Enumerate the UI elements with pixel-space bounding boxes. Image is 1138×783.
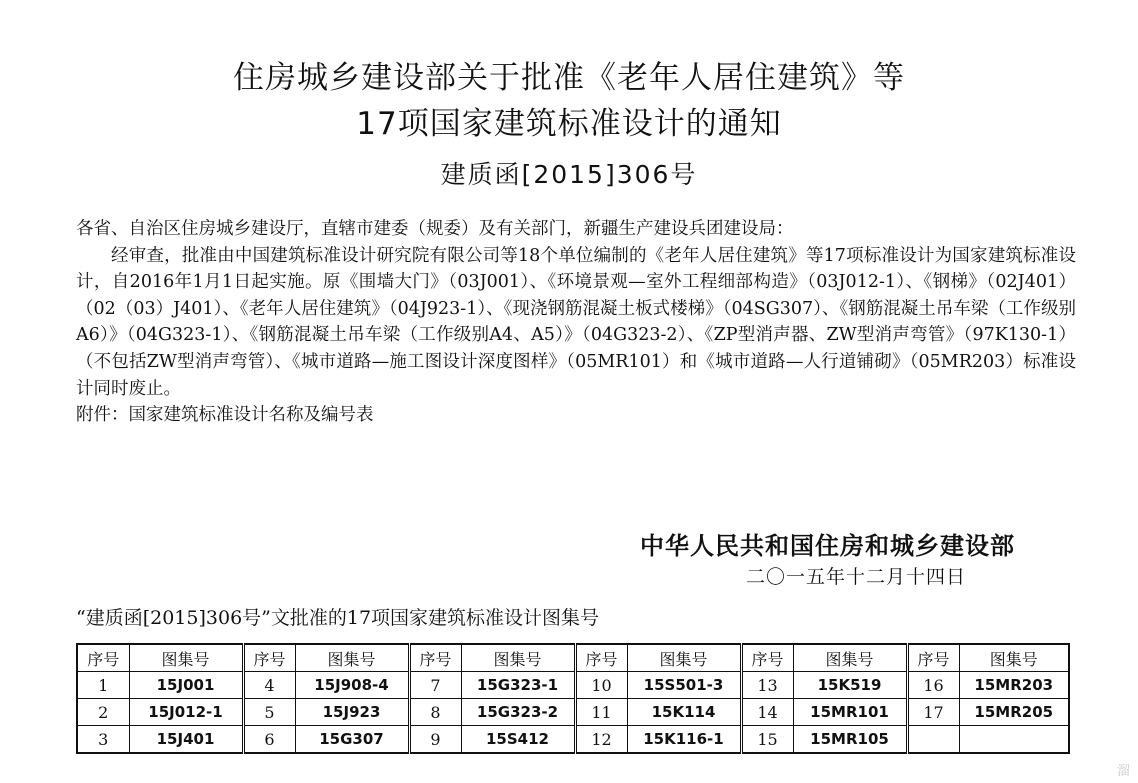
seq-cell: 10 — [575, 672, 627, 699]
table-row — [77, 726, 1069, 754]
header-code: 图集号 — [461, 644, 575, 672]
document-number: 建质函[2015]306号 — [440, 160, 698, 189]
code-cell — [959, 726, 1069, 754]
header-code: 图集号 — [959, 644, 1069, 672]
header-code: 图集号 — [627, 644, 741, 672]
seq-cell: 13 — [741, 672, 793, 699]
seq-cell: 5 — [243, 699, 295, 726]
code-cell: 15J923 — [295, 699, 409, 726]
seq-cell: 11 — [575, 699, 627, 726]
code-cell: 15S501-3 — [627, 672, 741, 699]
table-row — [77, 672, 1069, 699]
header-seq: 序号 — [907, 644, 959, 672]
seq-cell: 7 — [409, 672, 461, 699]
code-cell: 15J401 — [129, 726, 243, 754]
notice-title-line-2: 17项国家建筑标准设计的通知 — [356, 106, 782, 142]
table-header-row — [77, 644, 1069, 672]
seq-cell: 1 — [77, 672, 129, 699]
code-cell: 15G323-2 — [461, 699, 575, 726]
code-cell: 15G323-1 — [461, 672, 575, 699]
code-cell: 15MR203 — [959, 672, 1069, 699]
code-cell: 15K116-1 — [627, 726, 741, 754]
atlas-number-table — [76, 643, 1070, 754]
seq-cell: 2 — [77, 699, 129, 726]
header-seq: 序号 — [575, 644, 627, 672]
header-code: 图集号 — [295, 644, 409, 672]
header-seq: 序号 — [77, 644, 129, 672]
seq-cell: 16 — [907, 672, 959, 699]
seq-cell: 15 — [741, 726, 793, 754]
code-cell: 15G307 — [295, 726, 409, 754]
seq-cell: 3 — [77, 726, 129, 754]
header-seq: 序号 — [243, 644, 295, 672]
header-code: 图集号 — [129, 644, 243, 672]
code-cell: 15MR205 — [959, 699, 1069, 726]
code-cell: 15J001 — [129, 672, 243, 699]
code-cell: 15K519 — [793, 672, 907, 699]
seq-cell: 17 — [907, 699, 959, 726]
code-cell: 15J908-4 — [295, 672, 409, 699]
seq-cell: 12 — [575, 726, 627, 754]
header-code: 图集号 — [793, 644, 907, 672]
watermark-glyph: 溜 — [1116, 764, 1130, 779]
notice-body — [76, 216, 1076, 429]
seq-cell: 4 — [243, 672, 295, 699]
header-seq: 序号 — [741, 644, 793, 672]
issuer-name: 中华人民共和国住房和城乡建设部 — [640, 532, 1015, 560]
attachment-line: 附件：国家建筑标准设计名称及编号表 — [76, 405, 374, 426]
code-cell: 15MR105 — [793, 726, 907, 754]
notice-paragraph: 经审查，批准由中国建筑标准设计研究院有限公司等18个单位编制的《老年人居住建筑》等17项标准设计为国家建筑标准设计，自2016年1月1日起实施。原《围墙大门》（03J001）、《环境景观—室外工程细部构造》（03J012-1）、《钢梯》（02J401）（02（03）J401）、《老年人居住建筑》（04J923-1）、《现浇钢筋混凝土板式楼梯》（04SG307）、《钢筋混凝土吊车梁（工作级别A6）》（04G323-1）、《钢筋混凝土吊车梁（工作级别A4、A5）》（04G323-2）、《ZP型消声器、ZW型消声弯管》（97K130-1）（不包括ZW型消声弯管）、《城市道路—施工图设计深度图样》（05MR101）和《城市道路—人行道铺砌》（05MR203）标准设计同时废止。 — [76, 245, 1076, 399]
seq-cell: 14 — [741, 699, 793, 726]
seq-cell: 9 — [409, 726, 461, 754]
seq-cell: 6 — [243, 726, 295, 754]
code-cell: 15J012-1 — [129, 699, 243, 726]
issue-date: 二〇一五年十二月十四日 — [746, 566, 967, 588]
notice-title-line-1: 住房城乡建设部关于批准《老年人居住建筑》等 — [233, 60, 905, 96]
code-cell: 15K114 — [627, 699, 741, 726]
seq-cell: 8 — [409, 699, 461, 726]
code-cell: 15S412 — [461, 726, 575, 754]
table-caption: “建质函[2015]306号”文批准的17项国家建筑标准设计图集号 — [76, 607, 600, 629]
addressee: 各省、自治区住房城乡建设厅，直辖市建委（规委）及有关部门，新疆生产建设兵团建设局： — [76, 219, 794, 239]
table-row — [77, 699, 1069, 726]
seq-cell — [907, 726, 959, 754]
header-seq: 序号 — [409, 644, 461, 672]
code-cell: 15MR101 — [793, 699, 907, 726]
